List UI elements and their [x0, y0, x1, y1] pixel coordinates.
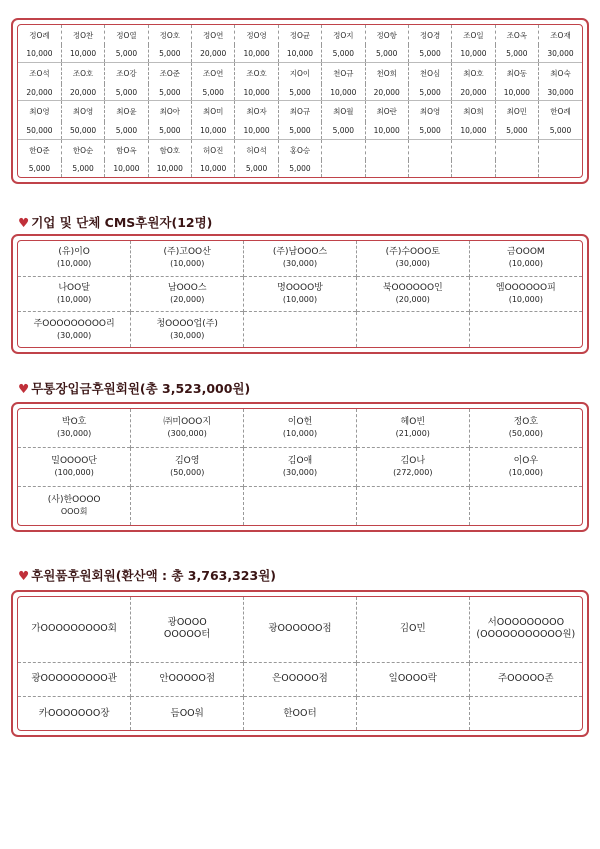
- donor-amount: 30,000: [539, 45, 583, 62]
- donor-cell: [131, 697, 244, 730]
- donor-amount: (10,000): [57, 259, 92, 269]
- table-row: [18, 241, 582, 276]
- donor-name: 천O희: [365, 63, 408, 84]
- donor-name: 남OOO스: [167, 282, 207, 293]
- donor-name: 이O헌: [287, 416, 313, 427]
- heart-icon: ♥: [18, 381, 30, 396]
- amount-row: [18, 122, 582, 139]
- donor-cell: [356, 597, 469, 662]
- donor-cell: [244, 409, 357, 447]
- donor-cell: [244, 276, 357, 312]
- donor-amount: 5,000: [322, 45, 365, 62]
- donor-amount: (21,000): [395, 428, 430, 438]
- donor-amount: (10,000): [508, 294, 543, 304]
- donor-amount: 5,000: [148, 84, 191, 101]
- donor-name: 조O호: [235, 63, 278, 84]
- donor-name: 헤O빈: [400, 416, 426, 427]
- donor-cell: [131, 447, 244, 486]
- donor-amount: 5,000: [105, 122, 148, 139]
- donor-name: 박O호: [61, 416, 87, 427]
- donor-amount: (20,000): [170, 294, 205, 304]
- donor-name: 금OOOM: [506, 247, 545, 258]
- donor-name: 조O준: [148, 63, 191, 84]
- donor-cell: [131, 487, 244, 525]
- donor-amount: (20,000): [395, 294, 430, 304]
- table-row: [18, 597, 582, 662]
- bank-transfer-box: [11, 402, 589, 532]
- donor-amount: (10,000): [508, 259, 543, 269]
- donor-amount: [539, 160, 583, 177]
- donor-cell: [469, 276, 582, 312]
- donor-amount: 10,000: [278, 45, 321, 62]
- donor-cell: [131, 662, 244, 697]
- donor-amount: 5,000: [278, 160, 321, 177]
- donor-name: 서OOOOOOOOO: [487, 617, 565, 629]
- donor-name: 허O진: [192, 139, 235, 160]
- donor-cell: [244, 241, 357, 276]
- donor-name: [539, 139, 583, 160]
- donor-name: 한O례: [539, 101, 583, 122]
- amount-row: [18, 45, 582, 62]
- donor-name: 최O아: [148, 101, 191, 122]
- donor-name: 청OOOO업(주): [156, 318, 218, 329]
- donor-amount: 20,000: [365, 84, 408, 101]
- donor-amount: 10,000: [365, 122, 408, 139]
- donor-amount: 10,000: [452, 45, 495, 62]
- name-row: [18, 101, 582, 122]
- donor-name: 정O항: [365, 25, 408, 45]
- donor-name: (유)이O: [58, 247, 90, 258]
- donor-cell: [469, 312, 582, 347]
- amount-row: [18, 84, 582, 101]
- donor-amount: 10,000: [452, 122, 495, 139]
- donor-name: 가OOOOOOOOO회: [31, 623, 117, 635]
- donor-cell: [356, 312, 469, 347]
- donor-name: 최O영: [408, 101, 451, 122]
- corporate-cms-heading: [18, 213, 212, 231]
- donor-name: 정O호: [513, 416, 539, 427]
- corporate-cms-table: [18, 241, 582, 347]
- donor-amount: 20,000: [61, 84, 104, 101]
- donor-amount: 20,000: [452, 84, 495, 101]
- donor-amount: 5,000: [495, 45, 538, 62]
- donor-name: 조O호: [61, 63, 104, 84]
- donor-cell: [18, 597, 131, 662]
- donor-name: 최O월: [322, 101, 365, 122]
- donor-cell: [18, 697, 131, 730]
- donor-name: 최O란: [365, 101, 408, 122]
- donor-amount: (272,000): [393, 467, 433, 477]
- donor-cell: [469, 409, 582, 447]
- bank-transfer-table: [18, 409, 582, 525]
- donor-amount: 5,000: [408, 84, 451, 101]
- donor-cell: [18, 276, 131, 312]
- bank-transfer-title: 무통장입금후원회원(총 3,523,000원): [31, 381, 251, 396]
- donor-name: 천O규: [322, 63, 365, 84]
- donor-name: 허O석: [235, 139, 278, 160]
- donor-amount: (30,000): [282, 259, 318, 269]
- donor-amount: 20,000: [26, 87, 53, 97]
- donor-name: 나OO달: [58, 282, 90, 293]
- donor-amount: (50,000): [170, 467, 205, 477]
- donor-name: 조O재: [539, 25, 583, 45]
- donor-cell: [469, 447, 582, 486]
- donor-amount: (30,000): [57, 330, 92, 340]
- donor-amount: 10,000: [105, 160, 148, 177]
- donor-cell: [356, 447, 469, 486]
- donor-name: 한O준: [18, 139, 61, 160]
- donor-name: 정O례: [29, 30, 50, 40]
- donor-cell: [131, 312, 244, 347]
- donor-amount: 30,000: [539, 84, 583, 101]
- donor-name: 지O이: [278, 63, 321, 84]
- donor-amount: 5,000: [148, 45, 191, 62]
- donor-cell: [18, 447, 131, 486]
- donor-amount: 5,000: [148, 122, 191, 139]
- donor-amount: 10,000: [148, 160, 191, 177]
- donor-name: 천O심: [408, 63, 451, 84]
- donor-amount: 10,000: [192, 160, 235, 177]
- donor-name: 정O영: [235, 25, 278, 45]
- donor-amount: 10,000: [235, 45, 278, 62]
- amount-row: [18, 160, 582, 177]
- donor-name: 정O지: [322, 25, 365, 45]
- donor-amount: [495, 160, 538, 177]
- donor-amount: 5,000: [322, 122, 365, 139]
- donor-amount: 5,000: [105, 45, 148, 62]
- donor-name: 한O순: [61, 139, 104, 160]
- in-kind-title: 후원품후원회원(환산액 : 총 3,763,323원): [31, 568, 276, 583]
- donor-name: 이O우: [513, 455, 539, 466]
- table-row: [18, 447, 582, 486]
- donor-name: 조O옥: [495, 25, 538, 45]
- donor-amount: 5,000: [105, 84, 148, 101]
- donor-amount: (100,000): [54, 467, 94, 477]
- donor-amount: [322, 160, 365, 177]
- corporate-cms-title: 기업 및 단체 CMS후원자(12명): [31, 215, 213, 230]
- donor-name: [322, 139, 365, 160]
- donor-name: 김O나: [400, 455, 426, 466]
- donor-name: 정O연: [192, 25, 235, 45]
- donor-name: 듬OO워: [170, 707, 204, 719]
- donor-cell: [18, 409, 131, 447]
- donor-cell: [18, 312, 131, 347]
- donor-cell: [18, 241, 131, 276]
- table-row: [18, 697, 582, 730]
- donor-amount: 10,000: [235, 84, 278, 101]
- donor-cell: [244, 697, 357, 730]
- donor-amount: 50,000: [61, 122, 104, 139]
- donor-name: 김O영: [174, 455, 200, 466]
- table-row: [18, 409, 582, 447]
- table-row: [18, 487, 582, 525]
- heart-icon: ♥: [18, 568, 30, 583]
- donor-cell: [356, 697, 469, 730]
- table-row: [18, 662, 582, 697]
- donor-amount: 5,000: [278, 122, 321, 139]
- donor-amount: (300,000): [167, 428, 207, 438]
- donor-amount: (10,000): [508, 467, 543, 477]
- in-kind-box: [11, 590, 589, 737]
- donor-cell: [244, 447, 357, 486]
- name-row: [18, 139, 582, 160]
- donor-amount: 10,000: [192, 122, 235, 139]
- donor-name: 주OOOOOOOOO리: [33, 318, 115, 329]
- donor-name: 함O옥: [105, 139, 148, 160]
- donor-name: (주)남OOO스: [272, 247, 328, 258]
- donor-name: 김O애: [287, 455, 313, 466]
- donor-amount: (10,000): [282, 428, 318, 438]
- donor-cell: [356, 276, 469, 312]
- bank-transfer-heading: [18, 379, 250, 397]
- donor-cell: [469, 697, 582, 730]
- heart-icon: ♥: [18, 215, 30, 230]
- bank-transfer-inner: [17, 408, 583, 526]
- donor-amount: 5,000: [235, 160, 278, 177]
- donor-name: 일OOOO락: [388, 673, 437, 685]
- donor-amount: [452, 160, 495, 177]
- donor-cell: [131, 409, 244, 447]
- donor-name: 최O희: [452, 101, 495, 122]
- donor-name: [452, 139, 495, 160]
- donor-amount: 5,000: [365, 45, 408, 62]
- donor-name: 조O일: [452, 25, 495, 45]
- individual-donors-table: [18, 25, 582, 177]
- donor-amount: OOO회: [60, 507, 88, 517]
- individual-donors-box: [11, 18, 589, 184]
- donor-name: 최O동: [495, 63, 538, 84]
- donor-amount: (30,000): [395, 259, 430, 269]
- donor-amount: 10,000: [322, 84, 365, 101]
- donor-name: [408, 139, 451, 160]
- donor-name: 안OOOOO점: [159, 673, 216, 685]
- donor-name: (사)한OOOO: [47, 495, 101, 506]
- donor-name: (주)수OOO토: [385, 247, 440, 258]
- donor-cell: [244, 312, 357, 347]
- donor-cell: [356, 487, 469, 525]
- donor-name: 한OO터: [283, 707, 317, 719]
- donor-amount: 5,000: [278, 84, 321, 101]
- donor-name-line2: (OOOOOOOOOOO원): [476, 629, 576, 641]
- donor-name: 광OOOOOOOOO관: [31, 673, 117, 685]
- donor-amount: 5,000: [539, 122, 583, 139]
- donor-amount: 10,000: [26, 49, 53, 59]
- donor-name: 정O경: [408, 25, 451, 45]
- donor-amount: [408, 160, 451, 177]
- in-kind-heading: [18, 566, 276, 584]
- donor-name: 최O규: [278, 101, 321, 122]
- donor-cell: [131, 241, 244, 276]
- donor-name: 조O석: [18, 63, 61, 84]
- donor-name: 광OOOOOO점: [268, 623, 332, 635]
- name-row: [18, 63, 582, 84]
- donor-name: 정O호: [148, 25, 191, 45]
- donor-cell: [469, 487, 582, 525]
- donor-cell: [469, 597, 582, 662]
- donor-name: 북OOOOOO인: [382, 282, 443, 293]
- donor-name: [495, 139, 538, 160]
- donor-amount: (50,000): [508, 428, 543, 438]
- donor-name: 정O균: [278, 25, 321, 45]
- in-kind-table: [18, 597, 582, 730]
- donor-name: 최O윤: [105, 101, 148, 122]
- donor-cell: [244, 597, 357, 662]
- corporate-cms-inner: [17, 240, 583, 348]
- donor-cell: [131, 276, 244, 312]
- donor-name: [365, 139, 408, 160]
- donor-name-line2: OOOOO터: [163, 629, 211, 641]
- donor-amount: [365, 160, 408, 177]
- donor-cell: [244, 487, 357, 525]
- corporate-cms-box: [11, 234, 589, 354]
- donor-cell: [18, 662, 131, 697]
- donor-name: 주OOOOO존: [497, 673, 554, 685]
- donor-cell: [18, 487, 131, 525]
- donor-name: 최O호: [452, 63, 495, 84]
- name-row: [18, 25, 582, 45]
- donor-name: 최O자: [235, 101, 278, 122]
- donor-amount: 5,000: [408, 122, 451, 139]
- donor-amount: 5,000: [408, 45, 451, 62]
- donor-cell: [469, 662, 582, 697]
- donor-amount: (30,000): [282, 467, 318, 477]
- donor-name: 카OOOOOOO장: [38, 707, 110, 719]
- donor-name: (주)고OO산: [163, 247, 211, 258]
- donor-name: 엠OOOOOO피: [495, 282, 556, 293]
- donor-name: 조O강: [105, 63, 148, 84]
- donor-name: 명OOOO방: [277, 282, 323, 293]
- donor-cell: [469, 241, 582, 276]
- donor-amount: 5,000: [61, 160, 104, 177]
- donor-cell: [356, 409, 469, 447]
- donor-name: 최O민: [495, 101, 538, 122]
- donor-name: 홍O승: [278, 139, 321, 160]
- donor-amount: (10,000): [57, 294, 92, 304]
- table-row: [18, 276, 582, 312]
- donor-amount: 10,000: [235, 122, 278, 139]
- donor-name: 김O민: [399, 623, 426, 635]
- individual-donors-inner: [17, 24, 583, 178]
- donor-amount: 5,000: [495, 122, 538, 139]
- donor-cell: [244, 662, 357, 697]
- donor-name: 최O숙: [539, 63, 583, 84]
- donor-name: 밀OOOO단: [51, 455, 98, 466]
- donor-cell: [131, 597, 244, 662]
- donor-name: 최O영: [61, 101, 104, 122]
- donor-name: 최O미: [192, 101, 235, 122]
- donor-amount: 5,000: [192, 84, 235, 101]
- donor-amount: 5,000: [28, 164, 51, 174]
- donor-name: 광OOOO: [167, 617, 207, 629]
- donor-name: 함O호: [148, 139, 191, 160]
- donor-name: 조O연: [192, 63, 235, 84]
- donor-name: 정O열: [105, 25, 148, 45]
- donor-name: 은OOOOO점: [272, 673, 328, 685]
- table-row: [18, 312, 582, 347]
- donor-amount: (10,000): [282, 294, 318, 304]
- donor-name: ㈜미OOO지: [163, 416, 212, 427]
- donor-name: 정O찬: [61, 25, 104, 45]
- donor-cell: [356, 662, 469, 697]
- donor-amount: (10,000): [170, 259, 205, 269]
- in-kind-inner: [17, 596, 583, 731]
- donor-amount: 20,000: [192, 45, 235, 62]
- donor-amount: 10,000: [61, 45, 104, 62]
- donor-cell: [356, 241, 469, 276]
- donor-amount: (30,000): [57, 428, 92, 438]
- donor-amount: (30,000): [170, 330, 205, 340]
- donor-amount: 50,000: [26, 125, 53, 135]
- donor-amount: 10,000: [495, 84, 538, 101]
- donor-name: 최O영: [18, 101, 61, 122]
